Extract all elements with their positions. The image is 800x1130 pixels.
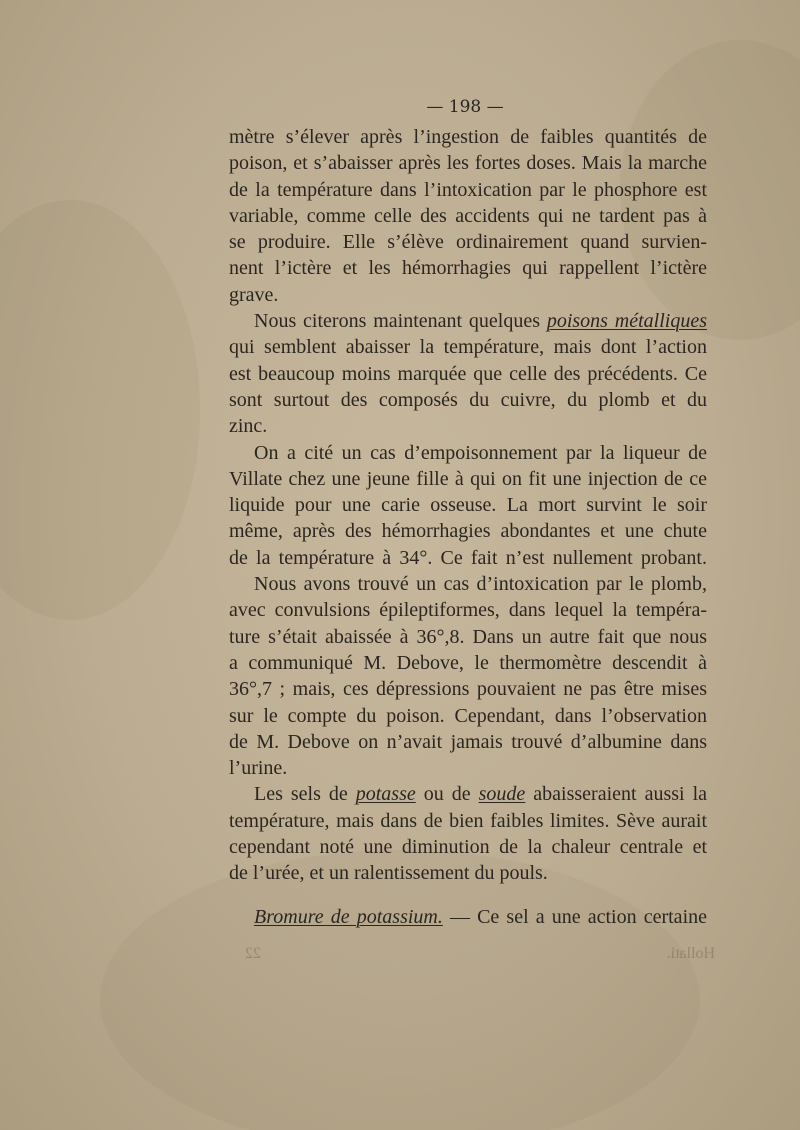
text-line: nent l’ictère et les hémorrhagies qui rappellent l’ictère <box>229 257 707 280</box>
paragraph <box>229 781 707 886</box>
text-line <box>229 308 707 334</box>
bleed-through-right: 22 <box>245 945 261 962</box>
text-line: se produire. Elle s’élève ordinairement quand survien- <box>229 231 707 254</box>
text-run: — Ce sel a une action certaine <box>442 905 707 928</box>
text-line: poison, et s’abaisser après les fortes doses. Mais la marche <box>229 152 707 175</box>
body-text <box>229 124 707 930</box>
text-line: de M. Debove on n’avait jamais trouvé d’albumine dans <box>229 730 707 753</box>
text-line: liquide pour une carie osseuse. La mort survint le soir <box>229 494 707 517</box>
text-run: ou de <box>415 783 479 806</box>
text-line: 36°,7 ; mais, ces dépressions pouvaient ne pas être mises <box>229 678 707 701</box>
text-line: grave. <box>229 283 279 306</box>
text-line: est beaucoup moins marquée que celle des précédents. Ce <box>229 362 707 385</box>
page-number: — 198 — <box>426 97 504 117</box>
text-line: l’urine. <box>229 757 288 780</box>
text-line: Villate chez une jeune fille à qui on fit une injection de ce <box>229 467 707 490</box>
text-line: On a cité un cas d’empoisonnement par la liqueur de <box>254 441 707 464</box>
paragraph <box>229 571 707 781</box>
text-line: variable, comme celle des accidents qui ne tardent pas à <box>229 204 707 227</box>
text-line: Nous avons trouvé un cas d’intoxication par le plomb, <box>254 573 707 596</box>
bleed-through-left: Hollati. <box>666 945 715 962</box>
text-line: température, mais dans de bien faibles limites. Sève aurait <box>229 809 707 832</box>
emphasis-potasse: potasse <box>355 783 416 806</box>
text-run: abaisseraient aussi la <box>525 783 707 806</box>
paragraph <box>229 124 707 308</box>
emphasis-soude: soude <box>478 783 526 806</box>
text-line: de l’urée, et un ralentissement du pouls. <box>229 862 548 885</box>
text-run: Les sels de <box>254 783 356 806</box>
text-line: mètre s’élever après l’ingestion de faibles quantités de <box>229 126 707 148</box>
section-heading-bromure: Bromure de potassium. <box>254 905 443 928</box>
text-line: avec convulsions épileptiformes, dans lequel la tempéra- <box>229 599 707 622</box>
emphasis-poisons-metalliques: poisons métalliques <box>546 310 707 333</box>
paragraph <box>229 904 707 930</box>
text-line: sont surtout des composés du cuivre, du plomb et du <box>229 388 707 411</box>
text-line <box>229 904 707 930</box>
text-line <box>229 781 707 807</box>
text-line: zinc. <box>229 415 268 438</box>
text-line: sur le compte du poison. Cependant, dans l’observation <box>229 704 707 727</box>
text-line: ture s’était abaissée à 36°,8. Dans un autre fait que nous <box>229 625 707 648</box>
paper-stain <box>0 200 200 620</box>
text-line: même, après des hémorrhagies abondantes et une chute <box>229 520 707 543</box>
text-line: qui semblent abaisser la température, mais dont l’action <box>229 336 707 359</box>
text-run: Nous citerons maintenant quelques <box>254 310 547 333</box>
bleed-through-text <box>245 945 715 963</box>
paragraph <box>229 440 707 571</box>
text-line: de la température dans l’intoxication par le phosphore est <box>229 178 707 201</box>
text-line: cependant noté une diminution de la chaleur centrale et <box>229 836 707 859</box>
paragraph <box>229 308 707 439</box>
text-line: a communiqué M. Debove, le thermomètre descendit à <box>229 651 707 674</box>
text-line: de la température à 34°. Ce fait n’est nullement probant. <box>229 546 707 569</box>
